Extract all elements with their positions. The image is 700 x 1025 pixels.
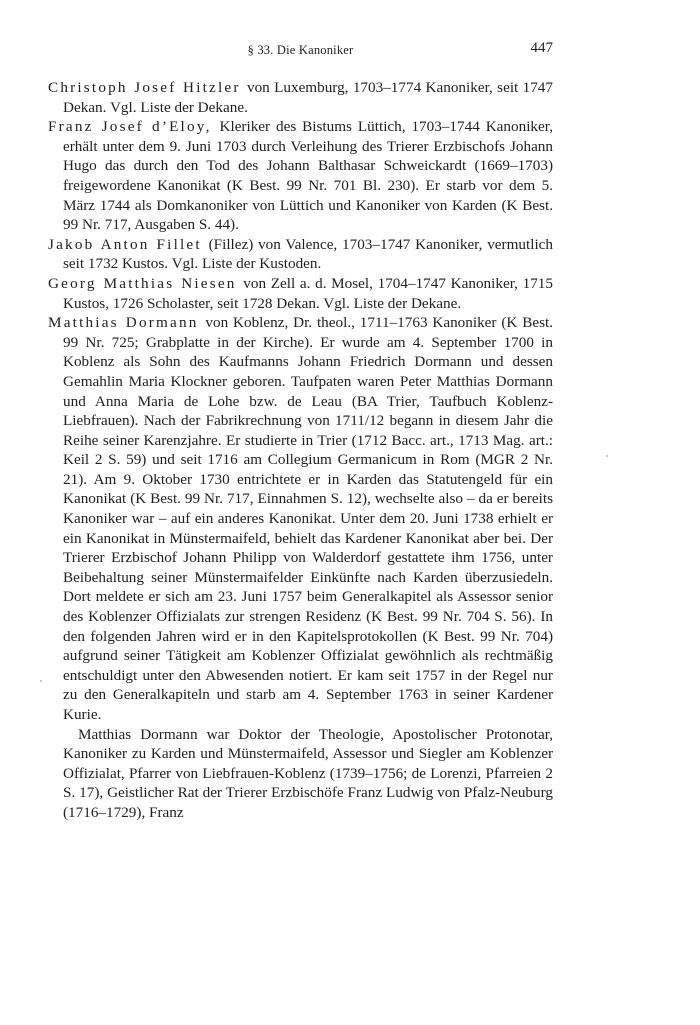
page-number: 447 — [530, 40, 553, 56]
entry-deloy — [48, 117, 553, 235]
paper-speck — [40, 680, 42, 682]
entry-text: von Koblenz, Dr. theol., 1711–1763 Kanoniker (K Best. 99 Nr. 725; Grabplatte in der Kirche). Er wurde am 4. September 1700 in Koblenz als Sohn des Kaufmanns Johann Friedrich Dormann und dessen Gemahlin Maria Klockner geboren. Taufpaten waren Peter Matthias Dormann und Anna Maria de Lohe bzw. de Leau (BA Trier, Taufbuch Koblenz-Liebfrauen). Nach der Fabrikrechnung von 1711/12 begann in diesem Jahr die Reihe seiner Karenzjahre. Er studierte in Trier (1712 Bacc. art., 1713 Mag. art.: Keil 2 S. 59) und seit 1716 am Collegium Germanicum in Rom (MGR 2 Nr. 21). Am 9. Oktober 1730 entrichtete er in Karden das Statutengeld für ein Kanonikat (K Best. 99 Nr. 717, Einnahmen S. 12), wechselte also – da er bereits Kanoniker war – auf ein anderes Kanonikat. Unter dem 20. Juni 1738 erhielt er ein Kanonikat in Münstermaifeld, behielt das Kardener Kanonikat aber bei. Der Trierer Erzbischof Johann Philipp von Walderdorf gestattete ihm 1756, unter Beibehaltung seiner Münstermaifelder Einkünfte nach Karden überzusiedeln. Dort meldete er sich am 23. Juni 1757 beim Generalkapitel als Assessor senior des Koblenzer Offizialats zur strengen Residenz (K Best. 99 Nr. 704 S. 56). In den folgenden Jahren wird er in den Kapitelsprotokollen (K Best. 99 Nr. 704) aufgrund seiner Tätigkeit am Koblenzer Offizialat gewöhnlich als rechtmäßig entschuldigt unter den Abwesenden notiert. Er kam seit 1757 in der Regel nur zu den Generalkapiteln und starb am 4. September 1763 in seiner Kardener Kurie. — [63, 314, 553, 723]
paper-speck — [606, 455, 608, 457]
entry-fillet — [48, 235, 553, 274]
entry-text: (Fillez) von Valence, 1703–1747 Kanoniker, vermutlich seit 1732 Kustos. Vgl. Liste der Kustoden. — [63, 235, 554, 273]
entry-name: Matthias Dormann — [48, 314, 199, 332]
entry-text: von Zell a. d. Mosel, 1704–1747 Kanoniker, 1715 Kustos, 1726 Scholaster, seit 1728 Dekan. Vgl. Liste der Dekane. — [63, 274, 553, 312]
entry-text: Kleriker des Bistums Lüttich, 1703–1744 Kanoniker, erhält unter dem 9. Juni 1703 durch Verleihung des Trierer Erzbischofs Johann Hugo das durch den Tod des Johann Balthasar Schweickardt (1669–1703) freigewordene Kanonikat (K Best. 99 Nr. 701 Bl. 230). Er starb vor dem 5. März 1744 als Domkanoniker von Lüttich und Kanoniker von Karden (K Best. 99 Nr. 717, Ausgaben S. 44). — [63, 118, 554, 234]
entry-hitzler — [48, 78, 553, 117]
entry-name: Georg Matthias Niesen — [48, 274, 237, 292]
page-body — [48, 78, 553, 823]
entry-dormann — [48, 313, 553, 724]
entry-name: Franz Josef d’Eloy, — [48, 118, 212, 136]
entry-text: von Luxemburg, 1703–1774 Kanoniker, seit 1747 Dekan. Vgl. Liste der Dekane. — [63, 79, 553, 116]
entry-niesen — [48, 274, 553, 313]
entry-name: Jakob Anton Fillet — [48, 235, 202, 253]
continuation-paragraph: Matthias Dormann war Doktor der Theologie, Apostolischer Protonotar, Kanoniker zu Karden und Münstermaifeld, Assessor und Siegler am Koblenzer Offizialat, Pfarrer von Liebfrauen-Koblenz (1739–1756; de Lorenzi, Pfarreien 2 S. 17), Geistlicher Rat der Trierer Erzbischöfe Franz Ludwig von Pfalz-Neuburg (1716–1729), Franz — [63, 725, 553, 821]
running-head: § 33. Die Kanoniker — [247, 43, 354, 57]
entry-name: Christoph Josef Hitzler — [48, 79, 241, 96]
page-header — [48, 40, 553, 60]
